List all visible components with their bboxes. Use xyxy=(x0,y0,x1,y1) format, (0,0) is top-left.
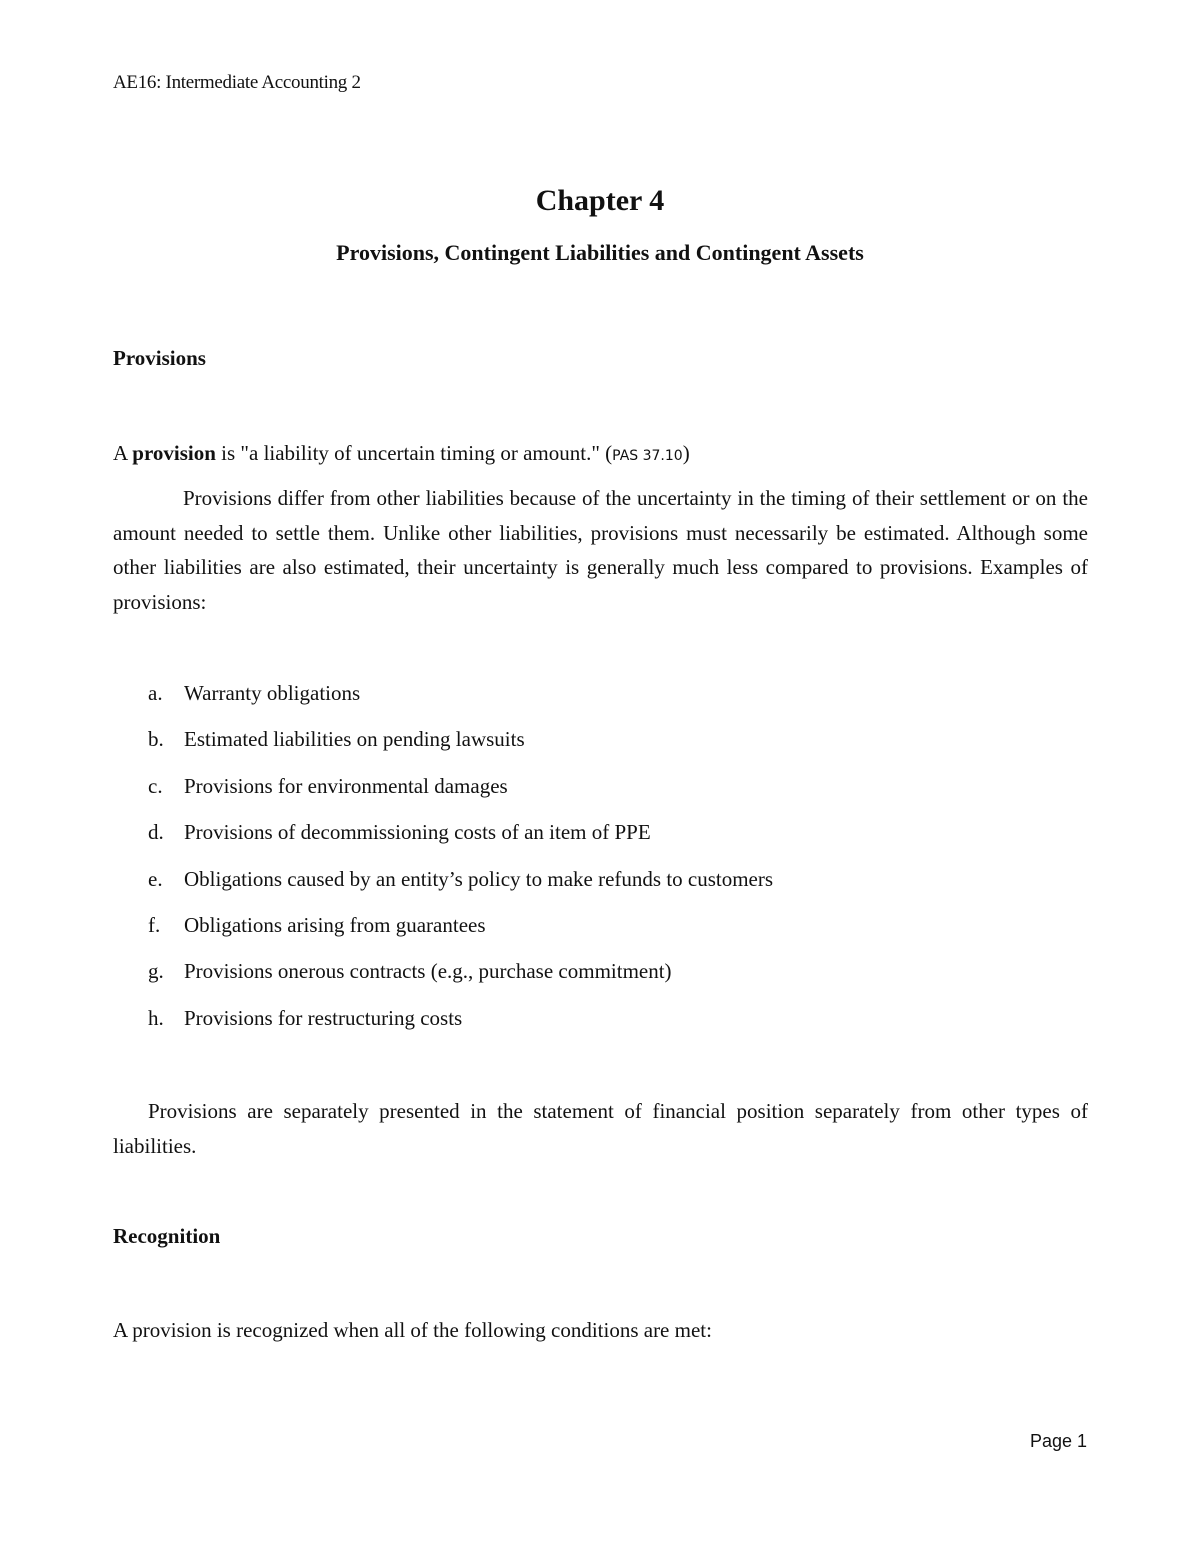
list-item-text: Provisions onerous contracts (e.g., purchase commitment) xyxy=(184,959,672,984)
recognition-heading: Recognition xyxy=(113,1224,221,1248)
list-marker: c. xyxy=(148,773,163,798)
provisions-paragraph-2: Provisions are separately presented in the statement of financial position separately from other types of liabilities. xyxy=(113,1099,1088,1158)
list-item-text: Obligations arising from guarantees xyxy=(184,912,486,937)
list-item-text: Warranty obligations xyxy=(184,681,361,705)
list-marker: g. xyxy=(148,959,164,984)
list-marker: e. xyxy=(148,866,163,891)
list-marker: d. xyxy=(148,820,164,845)
list-item xyxy=(148,1001,773,1047)
definition-suffix: ) xyxy=(682,441,690,465)
list-marker: a. xyxy=(148,681,163,705)
list-item xyxy=(148,722,773,768)
page-number: Page 1 xyxy=(1029,1431,1087,1451)
list-item-text: Obligations caused by an entity’s policy to make refunds to customers xyxy=(184,866,774,891)
chapter-title: Chapter 4 xyxy=(535,184,665,217)
definition-text: is "a liability of uncertain timing or amount." ( xyxy=(215,441,613,465)
list-item-text: Provisions for environmental damages xyxy=(184,773,508,798)
list-item-text: Estimated liabilities on pending lawsuits xyxy=(184,727,525,752)
provision-definition xyxy=(113,436,1088,474)
list-item xyxy=(148,954,773,1000)
definition-term: provision xyxy=(132,441,216,465)
list-item xyxy=(148,908,773,954)
chapter-subtitle: Provisions, Contingent Liabilities and Contingent Assets xyxy=(336,240,864,265)
list-item xyxy=(148,815,773,861)
provisions-paragraph-1: Provisions differ from other liabilities because of the uncertainty in the timing of their settlement or on the amount needed to settle them. Unlike other liabilities, provisions must necessarily be estimated. Although some other liabilities are also estimated, their uncertainty is generally much less compared to provisions. Examples of provisions: xyxy=(113,486,1088,614)
definition-prefix: A xyxy=(113,441,133,465)
list-item-text: Provisions for restructuring costs xyxy=(184,1005,463,1030)
list-item xyxy=(148,769,773,815)
list-item xyxy=(148,676,773,722)
definition-citation: PAS 37.10 xyxy=(612,448,683,464)
provisions-heading: Provisions xyxy=(113,346,206,370)
provisions-examples-list xyxy=(148,676,773,1047)
list-item xyxy=(148,862,773,908)
list-item-text: Provisions of decommissioning costs of an item of PPE xyxy=(184,820,651,845)
list-marker: b. xyxy=(148,727,164,752)
recognition-intro: A provision is recognized when all of the following conditions are met: xyxy=(113,1318,712,1342)
list-marker: h. xyxy=(148,1005,164,1030)
list-marker: f. xyxy=(148,912,161,937)
running-header: AE16: Intermediate Accounting 2 xyxy=(113,72,361,93)
